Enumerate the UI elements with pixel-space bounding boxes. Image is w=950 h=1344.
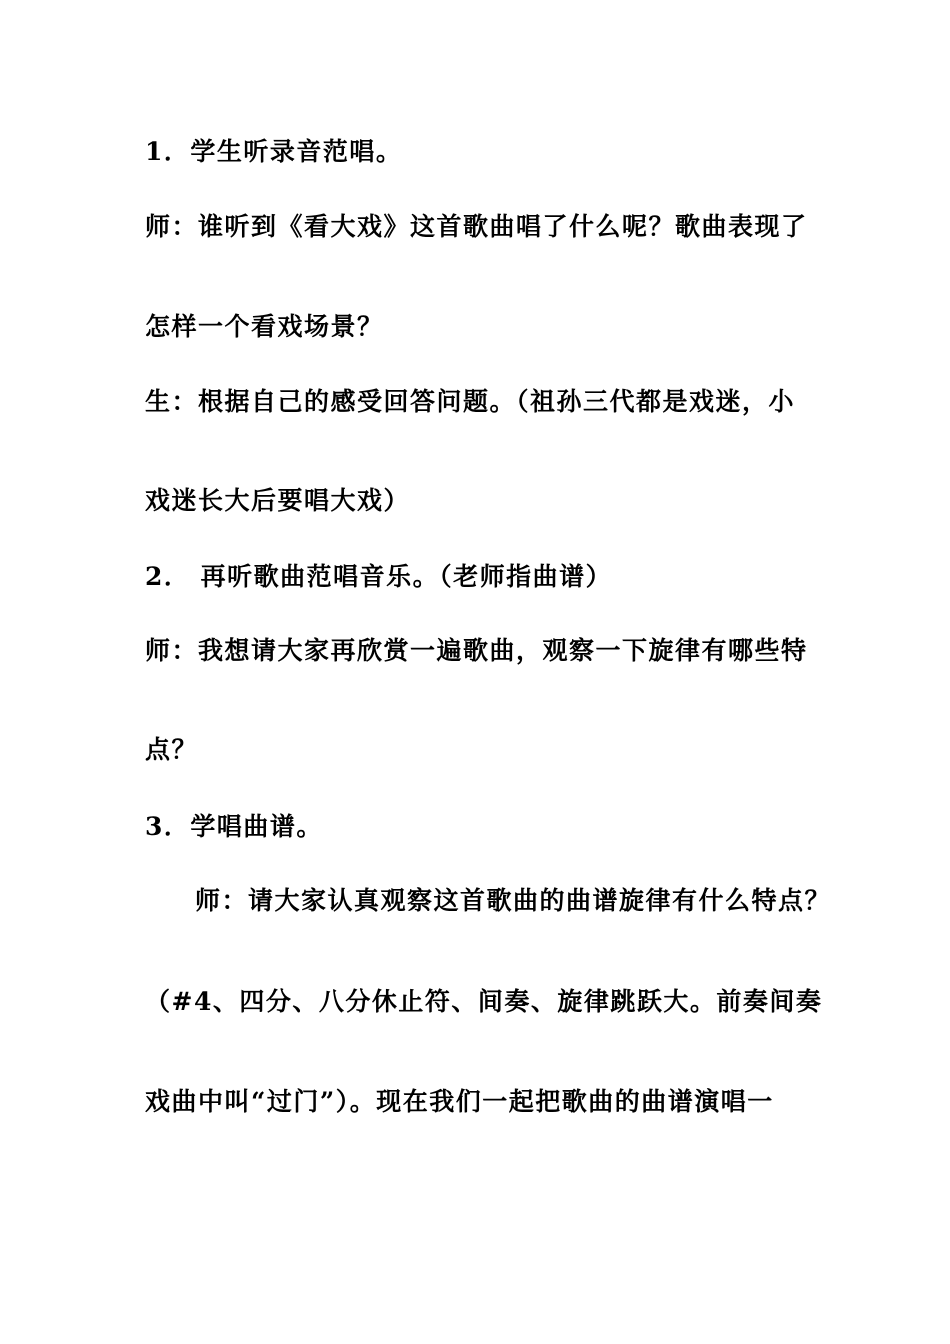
step-3-heading: 3．学唱曲谱。 xyxy=(145,812,323,841)
observe-answer-cont: 戏曲中叫“过门”）。现在我们一起把歌曲的曲谱演唱一 xyxy=(145,1087,774,1116)
step-1-heading: 1．学生听录音范唱。 xyxy=(145,137,403,166)
step-2-heading: 2． 再听歌曲范唱音乐。（老师指曲谱） xyxy=(145,562,613,591)
student-answer-line: 生：根据自己的感受回答问题。（祖孙三代都是戏迷，小 xyxy=(145,387,796,416)
teacher-prompt-cont: 点？ xyxy=(145,735,199,764)
teacher-question-line: 师：谁听到《看大戏》这首歌曲唱了什么呢？歌曲表现了 xyxy=(145,212,808,241)
teacher-prompt-line: 师：我想请大家再欣赏一遍歌曲，观察一下旋律有哪些特 xyxy=(145,636,808,665)
teacher-observe-line: 师：请大家认真观察这首歌曲的曲谱旋律有什么特点？ xyxy=(195,886,832,915)
student-answer-cont: 戏迷长大后要唱大戏） xyxy=(145,486,411,515)
teacher-question-cont: 怎样一个看戏场景？ xyxy=(145,312,384,341)
observe-answer-line: （#4、四分、八分休止符、间奏、旋律跳跃大。前奏间奏 xyxy=(145,987,823,1016)
